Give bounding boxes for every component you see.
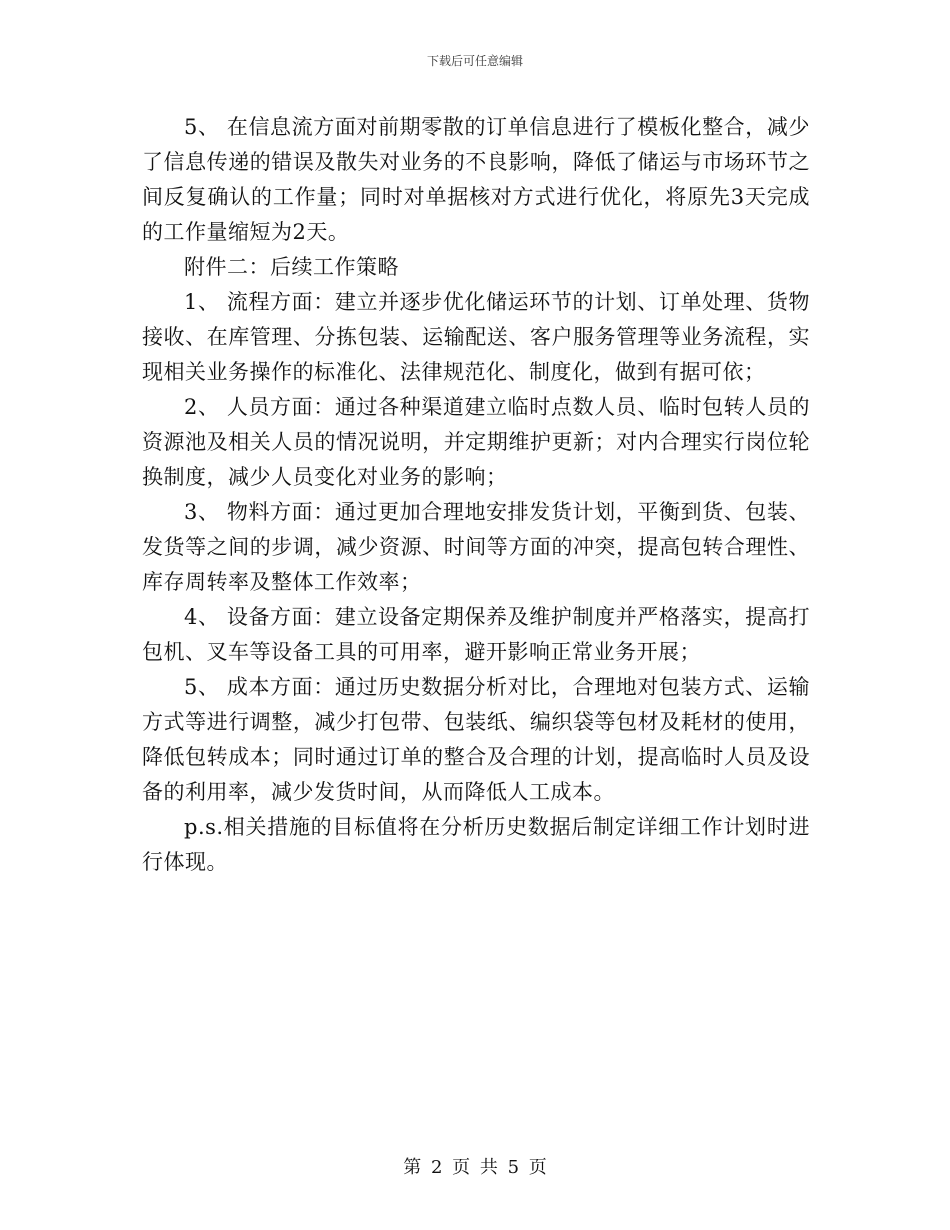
paragraph-cost: 5、 成本方面：通过历史数据分析对比，合理地对包装方式、运输方式等进行调整，减少打包带、包装纸、编织袋等包材及耗材的使用，降低包转成本；同时通过订单的整合及合理的计划，提高临时人员及设备的利用率，减少发货时间，从而降低人工成本。: [142, 675, 810, 804]
paragraph-info-flow: 5、 在信息流方面对前期零散的订单信息进行了模板化整合，减少了信息传递的错误及散失对业务的不良影响，降低了储运与市场环节之间反复确认的工作量；同时对单据核对方式进行优化，将原先3天完成的工作量缩短为2天。: [142, 115, 810, 244]
section-heading-attachment-two: 附件二：后续工作策略: [184, 255, 399, 279]
paragraph-materials: 3、 物料方面：通过更加合理地安排发货计划，平衡到货、包装、发货等之间的步调，减少资源、时间等方面的冲突，提高包转合理性、库存周转率及整体工作效率；: [142, 500, 810, 594]
paragraph-personnel: 2、 人员方面：通过各种渠道建立临时点数人员、临时包转人员的资源池及相关人员的情况说明，并定期维护更新；对内合理实行岗位轮换制度，减少人员变化对业务的影响；: [142, 395, 810, 489]
document-body: [142, 110, 810, 880]
page-header: 下载后可任意编辑: [426, 54, 523, 68]
paragraph-equipment: 4、 设备方面：建立设备定期保养及维护制度并严格落实，提高打包机、叉车等设备工具的可用率，避开影响正常业务开展；: [142, 605, 810, 664]
paragraph-process: 1、 流程方面：建立并逐步优化储运环节的计划、订单处理、货物接收、在库管理、分拣包装、运输配送、客户服务管理等业务流程，实现相关业务操作的标准化、法律规范化、制度化，做到有据可依；: [142, 290, 810, 384]
page-number-footer: 第 2 页 共 5 页: [403, 1157, 547, 1178]
paragraph-ps-note: p.s.相关措施的目标值将在分析历史数据后制定详细工作计划时进行体现。: [142, 815, 810, 874]
